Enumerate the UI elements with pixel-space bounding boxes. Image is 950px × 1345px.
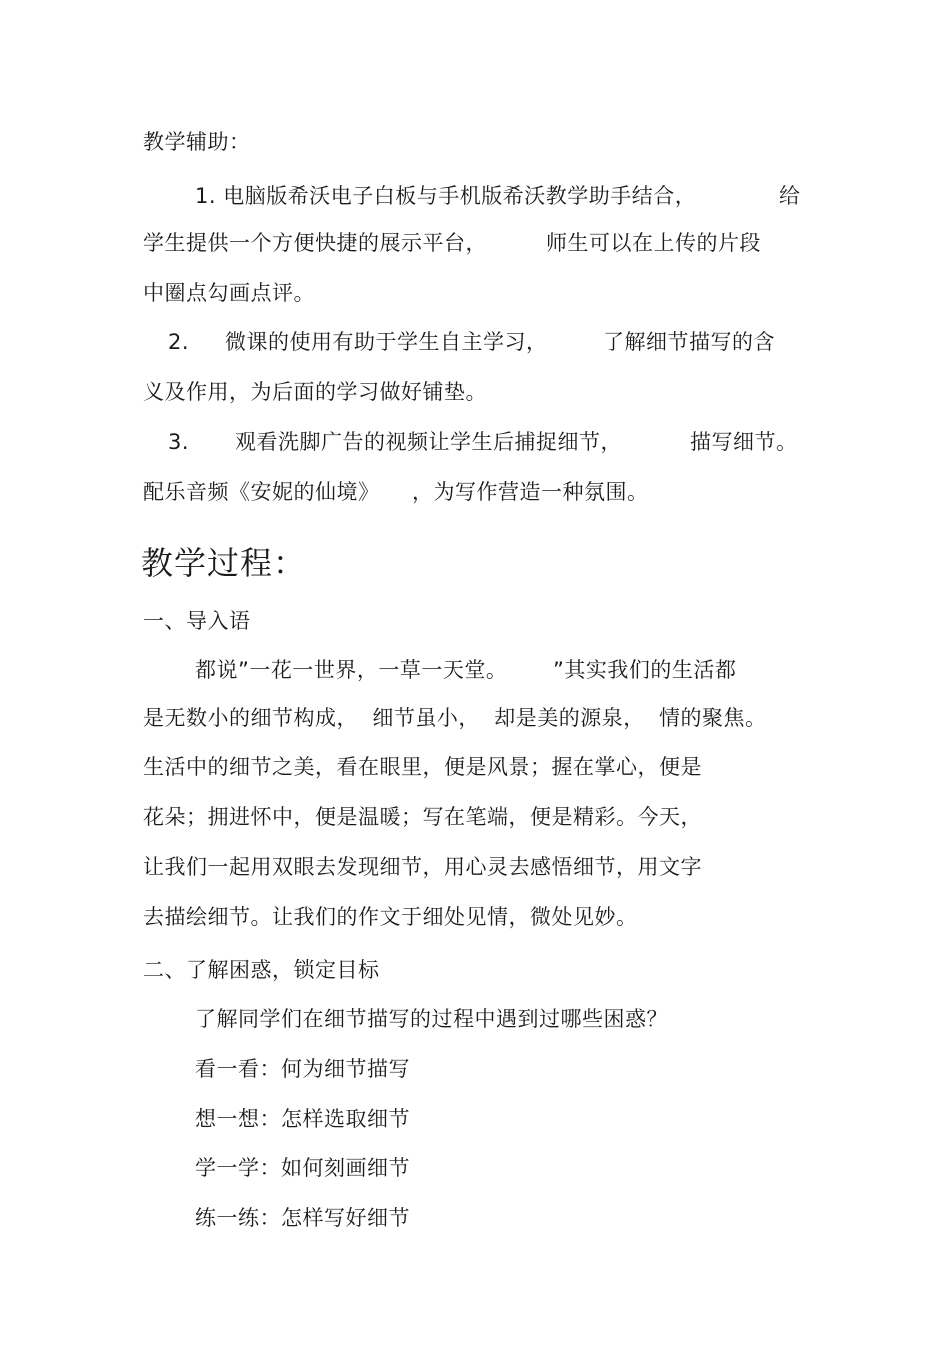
aids-item1-line2a: 学生提供一个方便快捷的展示平台， — [143, 231, 487, 255]
aids-item3-line1a: 观看洗脚广告的视频让学生后捕捉细节， — [235, 430, 622, 454]
aids-item2-number: 2. — [168, 330, 190, 354]
section1-p1a: 都说”一花一世界，一草一天堂。 — [195, 658, 508, 682]
section1-p3: 生活中的细节之美，看在眼里，便是风景；握在掌心，便是 — [143, 755, 702, 779]
aids-item1-line1a: 1. 电脑版希沃电子白板与手机版希沃教学助手结合， — [195, 184, 697, 208]
aids-item3-line2b: ，为写作营造一种氛围。 — [412, 480, 649, 504]
aids-item3-line2a: 配乐音频《安妮的仙境》 — [143, 480, 380, 504]
aids-item1-line3: 中圈点勾画点评。 — [143, 281, 315, 305]
section2-step: 看一看：何为细节描写 — [195, 1057, 410, 1081]
section1-p1b: ”其实我们的生活都 — [553, 658, 737, 682]
section1-title: 一、导入语 — [143, 609, 251, 633]
section2-intro: 了解同学们在细节描写的过程中遇到过哪些困惑？ — [195, 1007, 668, 1031]
section1-p6: 去描绘细节。让我们的作文于细处见情，微处见妙。 — [143, 905, 638, 929]
aids-item3-line1b: 描写细节。 — [690, 430, 798, 454]
aids-item2-line2: 义及作用，为后面的学习做好铺垫。 — [143, 380, 487, 404]
section2-step: 学一学：如何刻画细节 — [195, 1156, 410, 1180]
section1-p2: 是无数小的细节构成， 细节虽小， 却是美的源泉， 情的聚焦。 — [143, 706, 767, 730]
section2-title: 二、了解困惑，锁定目标 — [143, 958, 380, 982]
section2-step: 想一想：怎样选取细节 — [195, 1107, 410, 1131]
aids-item1-line1b: 给 — [779, 184, 801, 208]
section1-p5: 让我们一起用双眼去发现细节，用心灵去感悟细节，用文字 — [143, 855, 702, 879]
process-heading: 教学过程： — [141, 544, 307, 582]
aids-item2-line1a: 微课的使用有助于学生自主学习， — [225, 330, 548, 354]
section1-p4: 花朵；拥进怀中，便是温暖；写在笔端，便是精彩。今天， — [143, 805, 702, 829]
aids-item3-number: 3. — [168, 430, 190, 454]
aids-title: 教学辅助： — [143, 130, 251, 154]
section2-step: 练一练：怎样写好细节 — [195, 1206, 410, 1230]
aids-item1-line2b: 师生可以在上传的片段 — [546, 231, 761, 255]
aids-item2-line1b: 了解细节描写的含 — [603, 330, 775, 354]
